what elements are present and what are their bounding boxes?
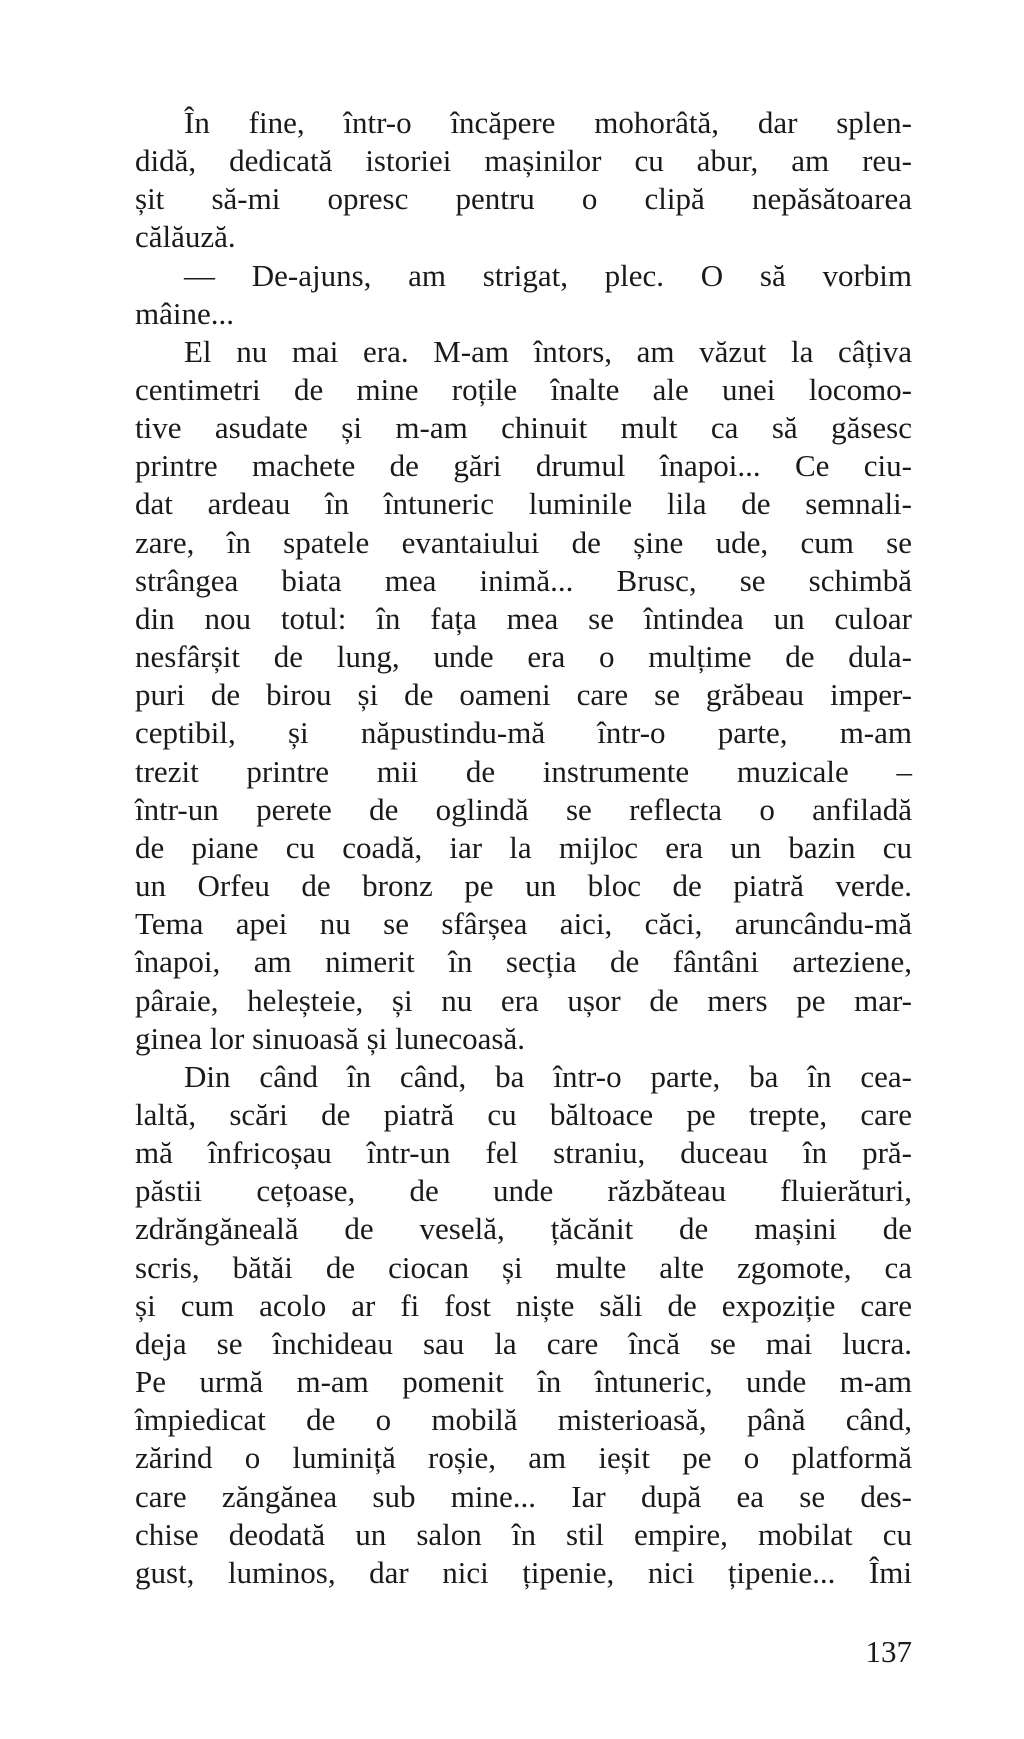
- text-line: din nou totul: în fața mea se întindea un culoar: [135, 600, 912, 636]
- text-line: păstii cețoase, de unde răzbăteau fluierături,: [135, 1173, 912, 1209]
- page-body-text: [135, 104, 912, 1592]
- text-line: mâine...: [135, 295, 234, 331]
- text-line: dat ardeau în întuneric luminile lila de semnali-: [135, 486, 912, 522]
- text-line: nesfârșit de lung, unde era o mulțime de dula-: [135, 639, 912, 675]
- text-line: de piane cu coadă, iar la mijloc era un bazin cu: [135, 829, 912, 865]
- text-line: împiedicat de o mobilă misterioasă, până când,: [135, 1402, 912, 1438]
- text-line: tive asudate și m-am chinuit mult ca să găsesc: [135, 410, 912, 446]
- text-line: strângea biata mea inimă... Brusc, se schimbă: [135, 562, 912, 598]
- text-line: Pe urmă m-am pomenit în întuneric, unde m-am: [135, 1364, 912, 1400]
- text-line: zare, în spatele evantaiului de șine ude, cum se: [135, 524, 912, 560]
- text-line: chise deodată un salon în stil empire, mobilat cu: [135, 1516, 912, 1552]
- text-line: și cum acolo ar fi fost niște săli de expoziție care: [135, 1287, 912, 1323]
- text-line: ginea lor sinuoasă și lunecoasă.: [135, 1020, 525, 1056]
- text-line: — De-ajuns, am strigat, plec. O să vorbim: [184, 257, 912, 293]
- text-line: mă înfricoșau într-un fel straniu, duceau în pră-: [135, 1135, 912, 1171]
- text-line: centimetri de mine roțile înalte ale unei locomo-: [135, 372, 912, 407]
- text-line: deja se închideau sau la care încă se mai lucra.: [135, 1325, 912, 1361]
- text-line: El nu mai era. M-am întors, am văzut la câțiva: [184, 333, 912, 369]
- text-line: puri de birou și de oameni care se grăbeau imper-: [135, 677, 912, 713]
- text-line: zărind o luminiță roșie, am ieșit pe o platformă: [135, 1440, 912, 1476]
- text-line: trezit printre mii de instrumente muzicale –: [135, 753, 912, 789]
- page-number: 137: [865, 1634, 912, 1669]
- text-line: scris, bătăi de ciocan și multe alte zgomote, ca: [135, 1249, 912, 1285]
- text-line: zdrăngăneală de veselă, țăcănit de mașini de: [135, 1211, 912, 1247]
- text-line: gust, luminos, dar nici țipenie, nici țipenie... Îmi: [135, 1554, 912, 1590]
- text-line: într-un perete de oglindă se reflecta o anfiladă: [135, 791, 912, 827]
- text-line: Din când în când, ba într-o parte, ba în cea-: [184, 1058, 912, 1094]
- text-line: ceptibil, și năpustindu-mă într-o parte, m-am: [135, 715, 912, 751]
- text-line: un Orfeu de bronz pe un bloc de piatră verde.: [135, 868, 912, 904]
- text-line: pâraie, heleșteie, și nu era ușor de mers pe mar-: [135, 982, 912, 1018]
- text-line: printre machete de gări drumul înapoi... Ce ciu-: [135, 448, 912, 484]
- text-line: didă, dedicată istoriei mașinilor cu abur, am reu-: [135, 143, 912, 179]
- text-line: șit să-mi opresc pentru o clipă nepăsătoarea: [135, 181, 912, 217]
- text-line: care zăngănea sub mine... Iar după ea se des-: [135, 1478, 912, 1514]
- text-line: În fine, într-o încăpere mohorâtă, dar splen-: [184, 104, 912, 140]
- text-line: laltă, scări de piatră cu băltoace pe trepte, care: [135, 1096, 912, 1132]
- text-line: Tema apei nu se sfârșea aici, căci, aruncându-mă: [135, 906, 912, 942]
- text-line: înapoi, am nimerit în secția de fântâni arteziene,: [135, 944, 912, 980]
- text-line: călăuză.: [135, 219, 236, 255]
